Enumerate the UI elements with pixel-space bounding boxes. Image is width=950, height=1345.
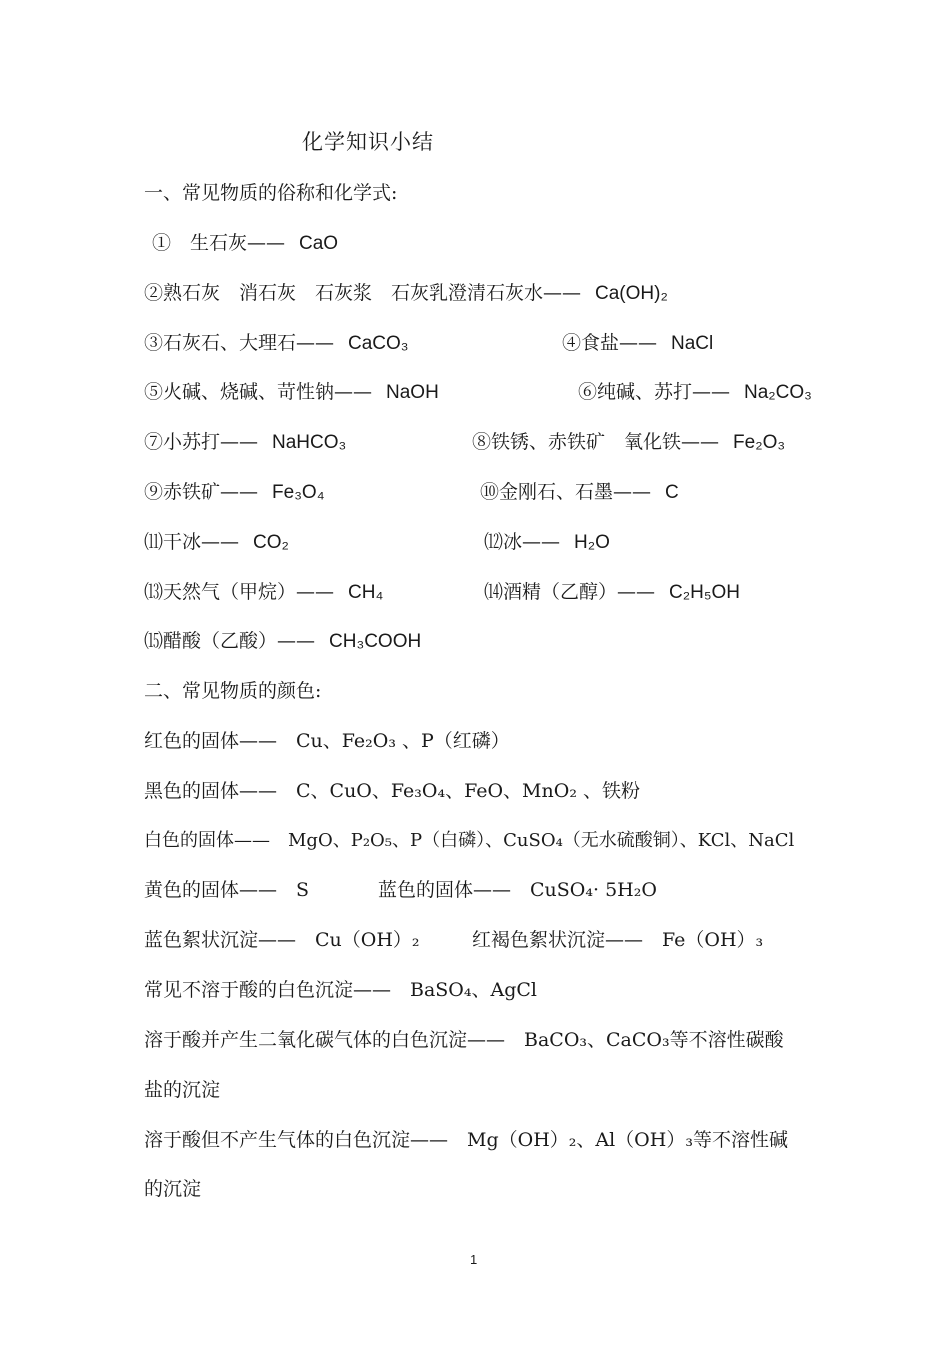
item-formula: NaHCO₃ <box>272 432 347 453</box>
item-formula: Fe₃O₄ <box>272 482 325 503</box>
list-item <box>144 377 439 408</box>
list-item <box>484 527 610 558</box>
item-label: ④食盐—— <box>562 332 658 354</box>
item-formula: CH₃COOH <box>329 631 422 652</box>
item-label: ① 生石灰—— <box>152 232 286 254</box>
color-line-blue: 蓝色的固体—— CuSO₄· 5H₂O <box>378 879 657 901</box>
item-label: ⒂醋酸（乙酸）—— <box>144 630 316 652</box>
item-label: ⑦小苏打—— <box>144 431 259 453</box>
list-item <box>578 377 812 408</box>
color-line-base: 溶于酸但不产生气体的白色沉淀—— Mg（OH）₂、Al（OH）₃等不溶性碱 <box>144 1129 788 1151</box>
color-line-insoluble-white: 常见不溶于酸的白色沉淀—— BaSO₄、AgCl <box>144 979 537 1001</box>
list-item <box>144 278 668 309</box>
item-label: ⑨赤铁矿—— <box>144 481 259 503</box>
list-item <box>144 626 421 657</box>
item-formula: CaO <box>299 233 339 254</box>
list-item <box>144 527 289 558</box>
page-title: 化学知识小结 <box>302 130 434 154</box>
item-label: ⒁酒精（乙醇）—— <box>484 581 656 603</box>
item-formula: Na₂CO₃ <box>744 382 812 403</box>
list-item <box>562 328 713 359</box>
color-line-carbonate: 溶于酸并产生二氧化碳气体的白色沉淀—— BaCO₃、CaCO₃等不溶性碳酸 <box>144 1029 784 1051</box>
list-item <box>144 477 324 508</box>
item-formula: Ca(OH)₂ <box>595 283 668 304</box>
color-line-base-cont: 的沉淀 <box>144 1178 202 1200</box>
section2-heading: 二、常见物质的颜色: <box>144 680 322 702</box>
item-formula: NaOH <box>386 382 439 403</box>
color-line-red-brown-precipitate: 红褐色絮状沉淀—— Fe（OH）₃ <box>472 929 764 951</box>
item-label: ⑾干冰—— <box>144 531 240 553</box>
color-line-red: 红色的固体—— Cu、Fe₂O₃ 、P（红磷） <box>144 730 510 752</box>
item-formula: CO₂ <box>253 532 289 553</box>
color-line-black: 黑色的固体—— C、CuO、Fe₃O₄、FeO、MnO₂ 、铁粉 <box>144 780 640 802</box>
item-label: ⑤火碱、烧碱、苛性钠—— <box>144 381 373 403</box>
item-label: ⑧铁锈、赤铁矿 氧化铁—— <box>472 431 720 453</box>
item-label: ②熟石灰 消石灰 石灰浆 石灰乳澄清石灰水—— <box>144 282 582 304</box>
item-formula: Fe₂O₃ <box>733 432 786 453</box>
list-item <box>144 427 346 458</box>
list-item <box>472 427 785 458</box>
item-formula: C <box>665 482 679 503</box>
color-line-white: 白色的固体—— MgO、P₂O₅、P（白磷）、CuSO₄（无水硫酸铜）、KCl、NaCl <box>144 830 795 851</box>
item-formula: NaCl <box>671 333 714 354</box>
item-formula: C₂H₅OH <box>669 582 740 603</box>
list-item <box>152 228 338 259</box>
item-label: ③石灰石、大理石—— <box>144 332 335 354</box>
color-line-yellow: 黄色的固体—— S <box>144 879 310 901</box>
item-label: ⑿冰—— <box>484 531 561 553</box>
list-item <box>484 577 740 608</box>
item-label: ⒀天然气（甲烷）—— <box>144 581 335 603</box>
color-line-carbonate-cont: 盐的沉淀 <box>144 1079 221 1101</box>
item-formula: CH₄ <box>348 582 384 603</box>
item-label: ⑩金刚石、石墨—— <box>480 481 652 503</box>
list-item <box>144 577 383 608</box>
list-item <box>144 328 409 359</box>
page-number: 1 <box>470 1252 478 1267</box>
item-formula: CaCO₃ <box>348 333 409 354</box>
item-formula: H₂O <box>574 532 610 553</box>
section1-heading: 一、常见物质的俗称和化学式: <box>144 182 398 204</box>
item-label: ⑥纯碱、苏打—— <box>578 381 731 403</box>
list-item <box>480 477 679 508</box>
color-line-blue-precipitate: 蓝色絮状沉淀—— Cu（OH）₂ <box>144 929 420 951</box>
